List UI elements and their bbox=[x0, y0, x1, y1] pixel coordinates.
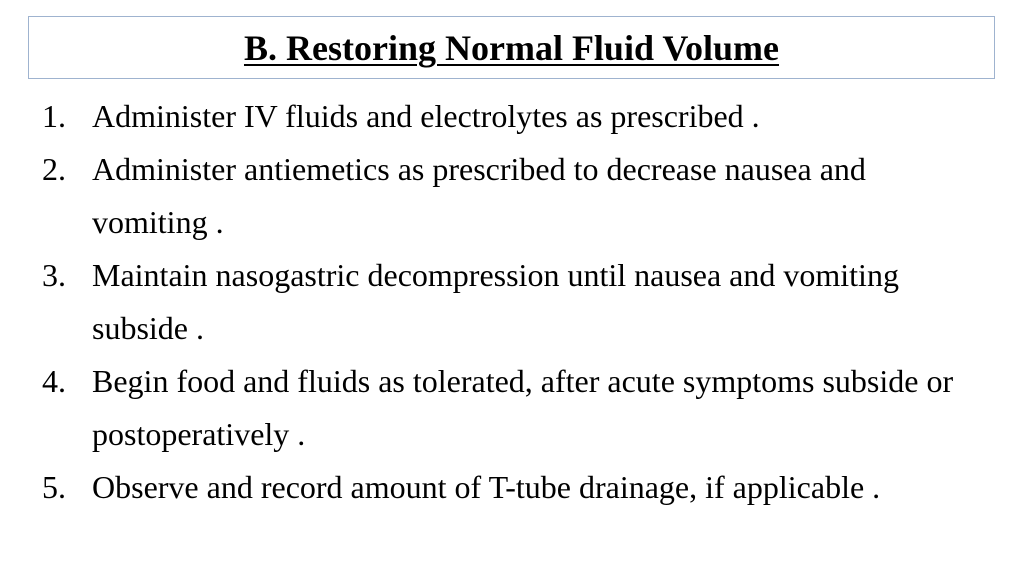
list-item-text: Begin food and fluids as tolerated, after acute symptoms subside or postoperatively . bbox=[92, 363, 954, 452]
list-item bbox=[42, 90, 992, 143]
list-item-text: Observe and record amount of T-tube drainage, if applicable . bbox=[92, 469, 881, 505]
numbered-list bbox=[42, 90, 992, 514]
list-item-number: 4. bbox=[42, 363, 66, 399]
list-item-text: Administer antiemetics as prescribed to decrease nausea and vomiting . bbox=[92, 151, 866, 240]
list-item-number: 5. bbox=[42, 469, 66, 505]
list-item-text: Maintain nasogastric decompression until nausea and vomiting subside . bbox=[92, 257, 899, 346]
list-item-text: Administer IV fluids and electrolytes as prescribed . bbox=[92, 98, 760, 134]
list-item-number: 2. bbox=[42, 151, 66, 187]
list-item bbox=[42, 355, 992, 461]
list-item bbox=[42, 461, 992, 514]
list-item bbox=[42, 143, 992, 249]
list-item-number: 1. bbox=[42, 98, 66, 134]
title-box bbox=[28, 16, 995, 79]
list-item bbox=[42, 249, 992, 355]
slide-title: B. Restoring Normal Fluid Volume bbox=[243, 27, 780, 68]
list-item-number: 3. bbox=[42, 257, 66, 293]
